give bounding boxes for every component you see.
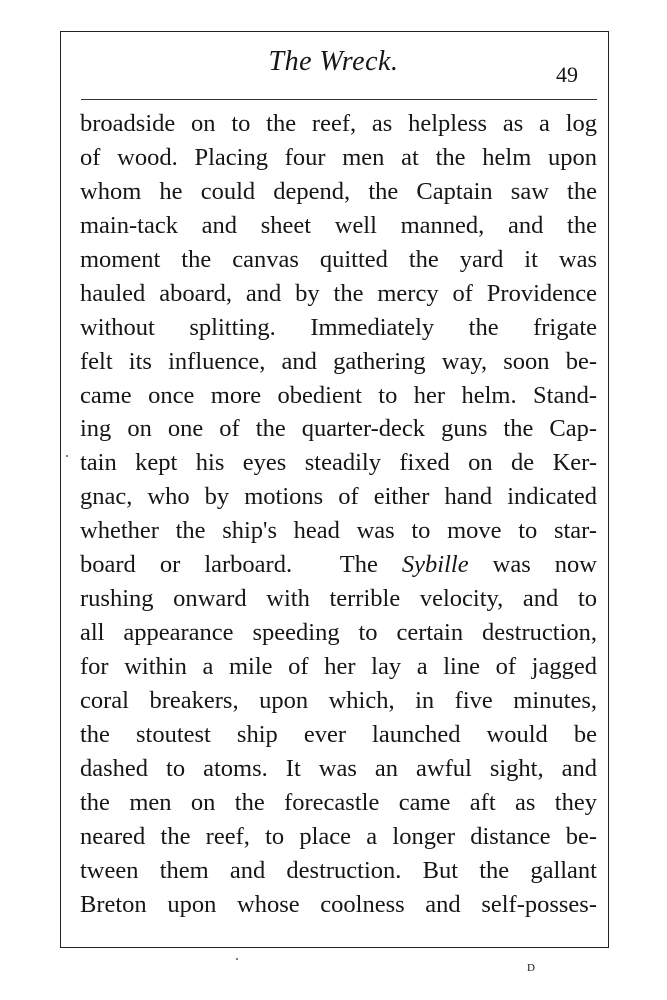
text-line: for within a mile of her lay a line of jagged bbox=[80, 653, 597, 680]
text-line: main-tack and sheet well manned, and the bbox=[80, 211, 597, 239]
text-line: whether the ship's head was to move to star- bbox=[80, 517, 597, 545]
text-line: of wood. Placing four men at the helm upon bbox=[80, 143, 597, 171]
text-line: rushing onward with terrible velocity, and to bbox=[80, 585, 597, 613]
text-line: broadside on to the reef, as helpless as a log bbox=[80, 110, 597, 137]
text-line: the men on the forecastle came aft as they bbox=[80, 788, 597, 816]
text-line: all appearance speeding to certain destruction, bbox=[80, 619, 597, 647]
text-line: ing on one of the quarter-deck guns the Cap- bbox=[80, 415, 597, 443]
text-line: hauled aboard, and by the mercy of Providence bbox=[80, 279, 597, 307]
text-line: the stoutest ship ever launched would be bbox=[80, 720, 597, 748]
text-line: dashed to atoms. It was an awful sight, and bbox=[80, 754, 597, 782]
text-segment: was now bbox=[468, 551, 597, 579]
text-segment: board or larboard. The bbox=[80, 551, 402, 579]
header-rule bbox=[81, 99, 597, 100]
running-title: The Wreck. bbox=[268, 46, 399, 77]
text-line: coral breakers, upon which, in five minutes, bbox=[80, 686, 597, 714]
scan-speck bbox=[236, 958, 238, 960]
text-line bbox=[80, 548, 597, 582]
body-text bbox=[80, 107, 597, 922]
text-line: tain kept his eyes steadily fixed on de Ker- bbox=[80, 449, 597, 477]
signature-mark: D bbox=[527, 962, 535, 974]
text-line: tween them and destruction. But the gallant bbox=[80, 856, 597, 884]
text-line: moment the canvas quitted the yard it was bbox=[80, 245, 597, 273]
text-line: gnac, who by motions of either hand indicated bbox=[80, 483, 597, 511]
text-line: felt its influence, and gathering way, soon be- bbox=[80, 347, 597, 375]
text-line: without splitting. Immediately the frigate bbox=[80, 313, 597, 341]
text-line: Breton upon whose coolness and self-posses- bbox=[80, 890, 597, 918]
scan-speck bbox=[66, 455, 68, 457]
italic-ship-name: Sybille bbox=[401, 551, 469, 579]
text-line: came once more obedient to her helm. Stand- bbox=[80, 381, 597, 409]
page-number: 49 bbox=[556, 62, 578, 87]
text-line: whom he could depend, the Captain saw the bbox=[80, 177, 597, 205]
text-line: neared the reef, to place a longer distance be- bbox=[80, 822, 597, 850]
